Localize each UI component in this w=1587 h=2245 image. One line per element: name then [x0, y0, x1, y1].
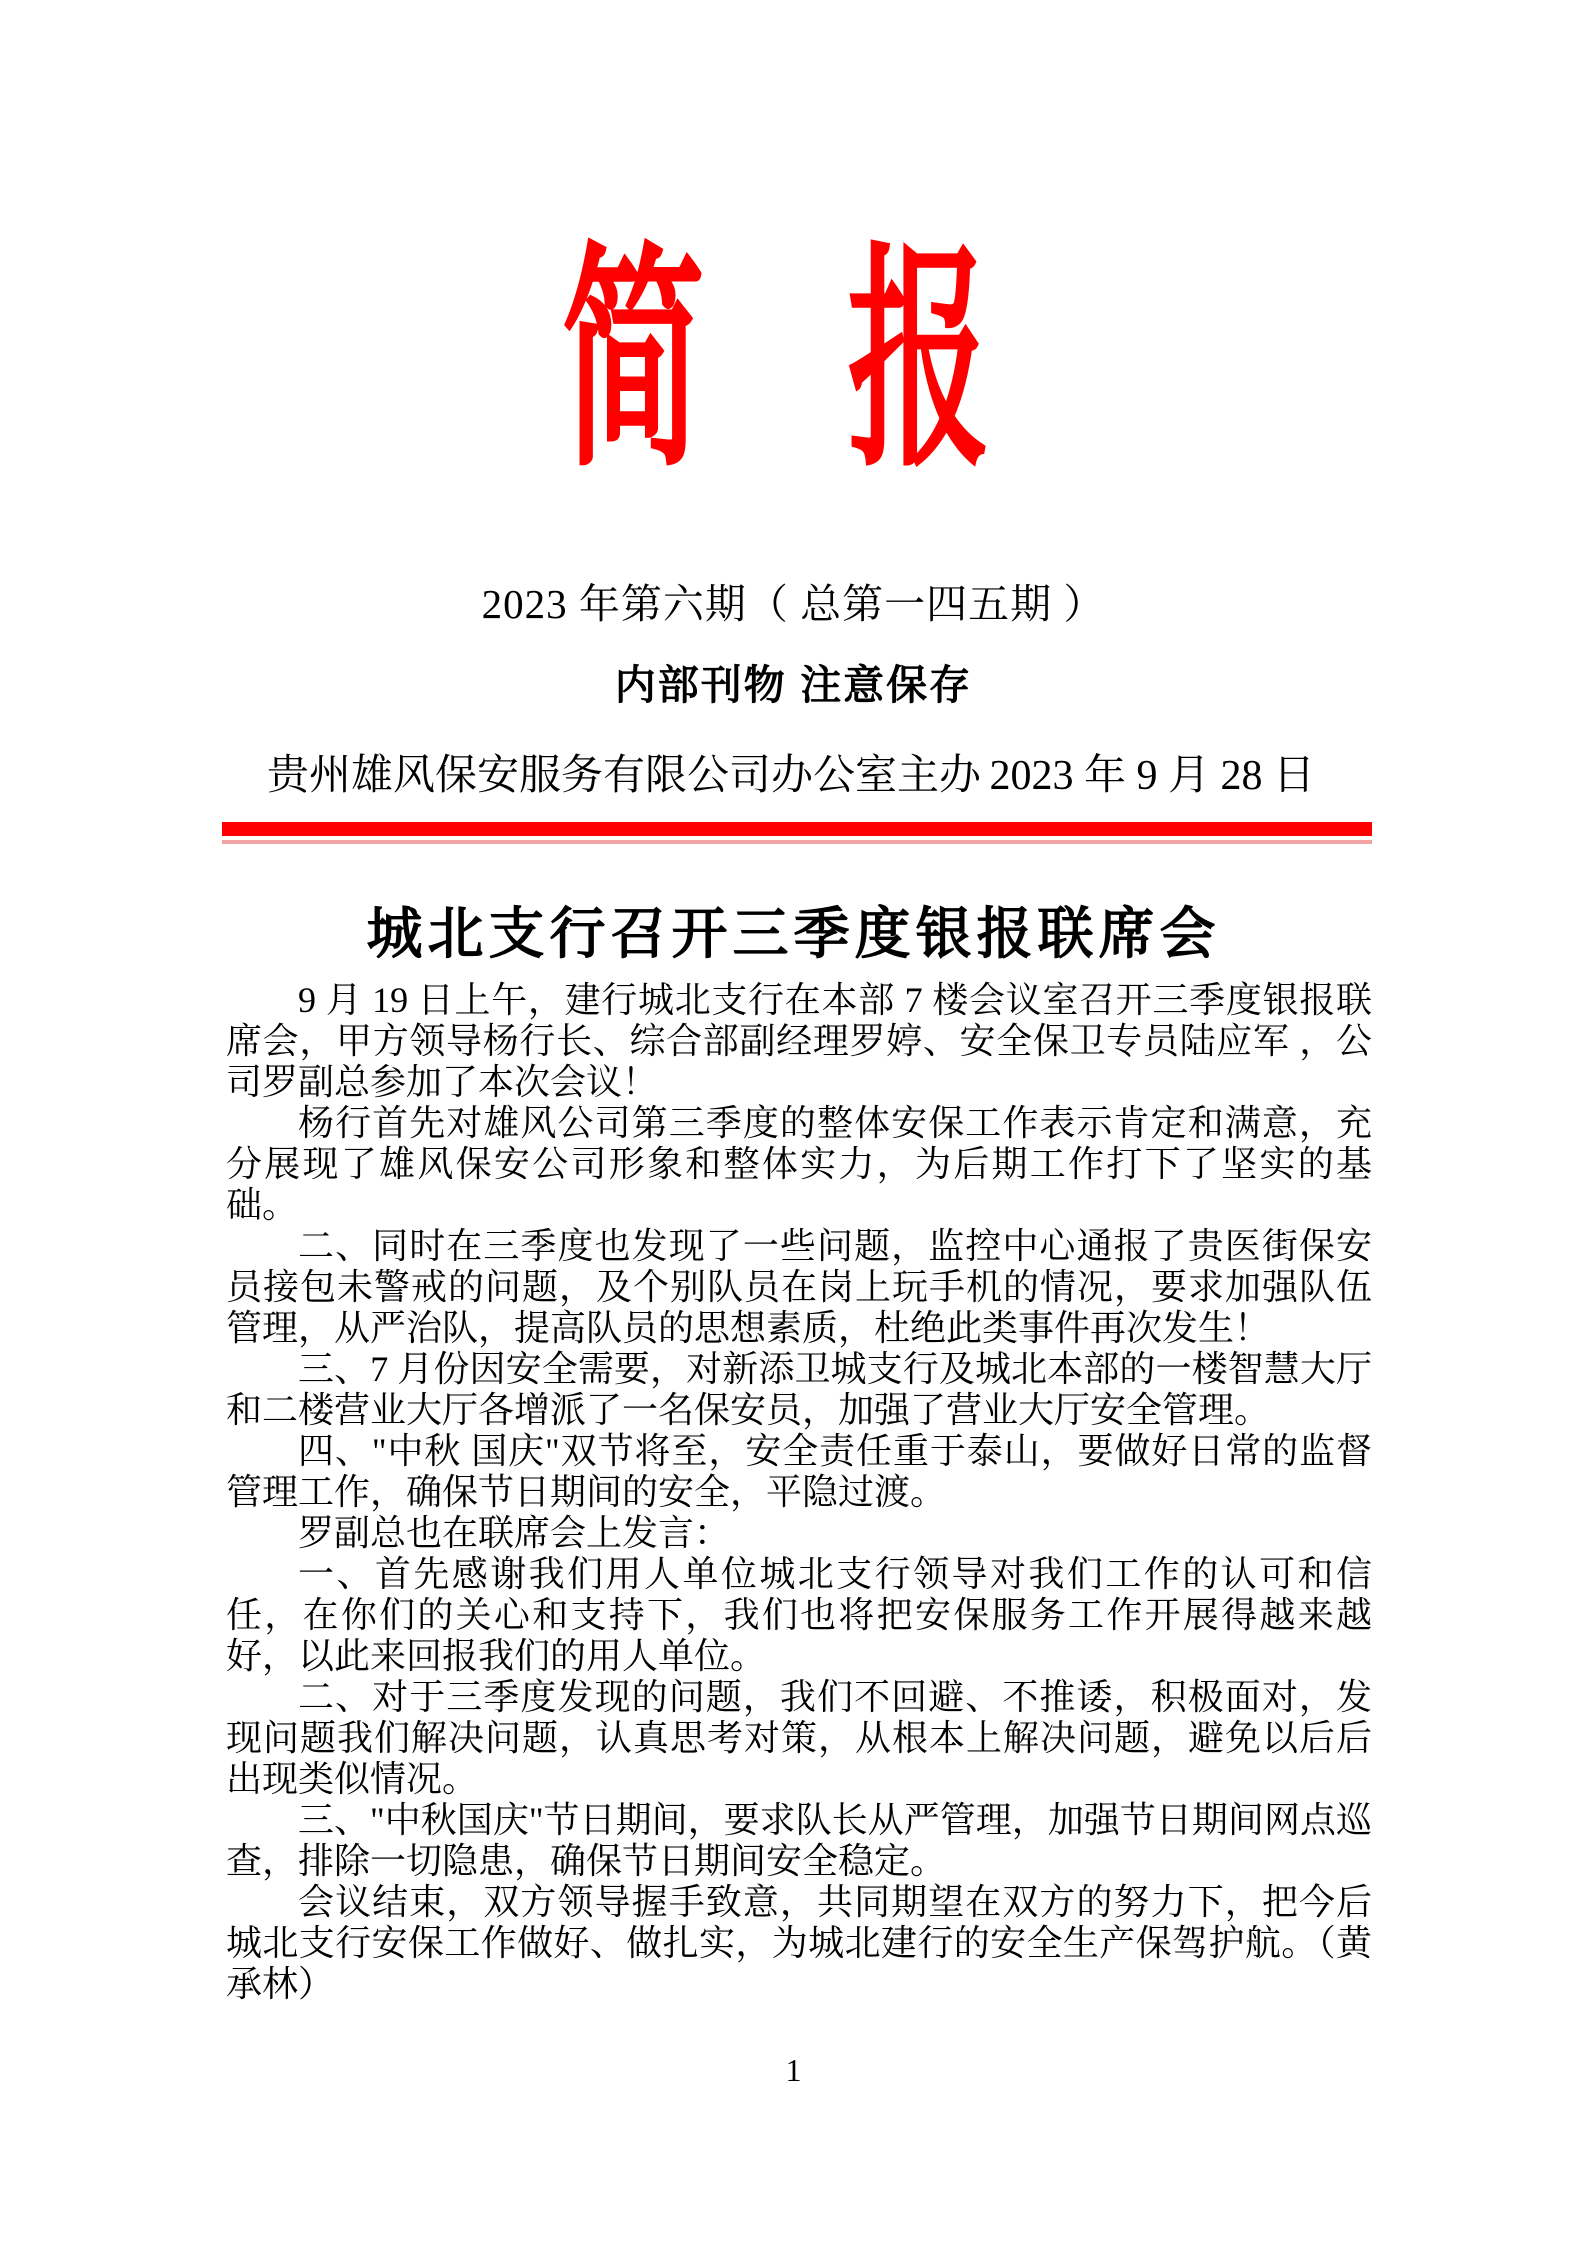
- body-paragraph: 杨行首先对雄风公司第三季度的整体安保工作表示肯定和满意，充分展现了雄风保安公司形象和整体实力，为后期工作打下了坚实的基础。: [226, 1103, 1372, 1225]
- body-paragraph: 二、同时在三季度也发现了一些问题，监控中心通报了贵医街保安员接包未警戒的问题，及个别队员在岗上玩手机的情况，要求加强队伍管理，从严治队，提高队员的思想素质，杜绝此类事件再次发生！: [226, 1226, 1372, 1348]
- internal-publication-note: 内部刊物 注意保存: [614, 662, 973, 708]
- body-paragraph: 三、"中秋国庆"节日期间，要求队长从严管理，加强节日期间网点巡查，排除一切隐患，确保节日期间安全稳定。: [226, 1800, 1372, 1881]
- issue-number-line: 2023 年第六期（ 总第一四五期 ）: [481, 581, 1106, 627]
- body-paragraph: 会议结束，双方领导握手致意，共同期望在双方的努力下，把今后城北支行安保工作做好、做扎实，为城北建行的安全生产保驾护航。（黄承林）: [226, 1882, 1372, 2004]
- body-paragraph: 三、7 月份因安全需要，对新添卫城支行及城北本部的一楼智慧大厅和二楼营业大厅各增派了一名保安员，加强了营业大厅安全管理。: [226, 1349, 1372, 1430]
- page-number: 1: [785, 2052, 802, 2088]
- masthead-rule-thin: [222, 840, 1372, 844]
- body-paragraph: 二、对于三季度发现的问题，我们不回避、不推诿，积极面对，发现问题我们解决问题，认真思考对策，从根本上解决问题，避免以后后出现类似情况。: [226, 1677, 1372, 1799]
- bulletin-title-text: 简 报: [561, 232, 991, 495]
- body-paragraph: 一、首先感谢我们用人单位城北支行领导对我们工作的认可和信任，在你们的关心和支持下，我们也将把安保服务工作开展得越来越好，以此来回报我们的用人单位。: [226, 1554, 1372, 1676]
- publisher-name: 贵州雄风保安服务有限公司办公室主办: [267, 753, 982, 799]
- publisher-row: [267, 751, 1315, 801]
- publication-date: 2023 年 9 月 28 日: [989, 753, 1315, 799]
- bulletin-title: [0, 232, 1587, 495]
- masthead-rule-thick: [222, 822, 1372, 836]
- body-paragraph: 四、"中秋 国庆"双节将至，安全责任重于泰山，要做好日常的监督管理工作，确保节日期间的安全，平隐过渡。: [226, 1431, 1372, 1512]
- article-headline: 城北支行召开三季度银报联席会: [366, 904, 1221, 966]
- body-paragraph: 罗副总也在联席会上发言：: [298, 1513, 731, 1553]
- body-paragraph: 9 月 19 日上午，建行城北支行在本部 7 楼会议室召开三季度银报联席会，甲方领导杨行长、综合部副经理罗婷、安全保卫专员陆应军 ，公司罗副总参加了本次会议！: [226, 980, 1372, 1102]
- article-body: [226, 980, 1372, 2005]
